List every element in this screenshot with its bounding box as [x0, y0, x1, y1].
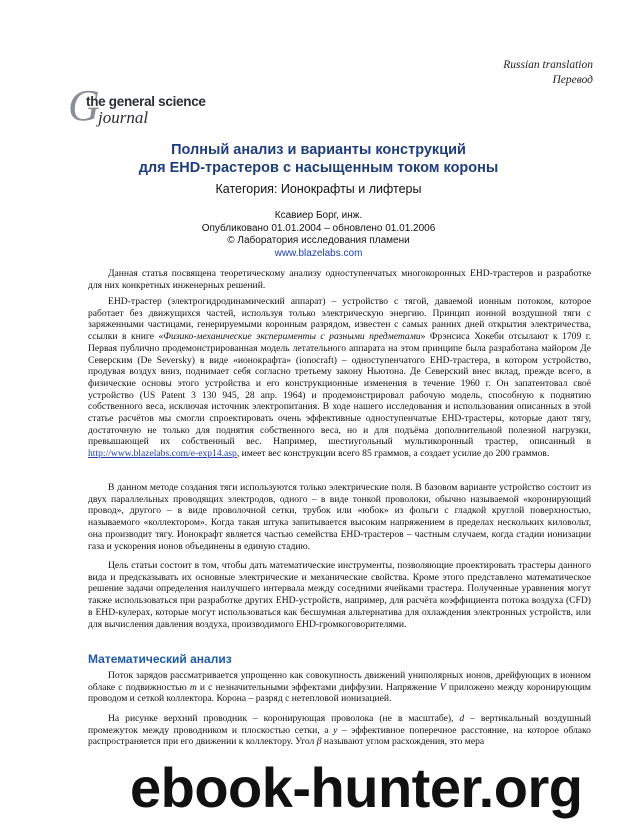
journal-logo [68, 81, 238, 132]
watermark-text: ebook-hunter.org [130, 756, 583, 819]
section-heading-math: Математический анализ [88, 652, 232, 666]
paragraph-intro: Данная статья посвящена теоретическому анализу одноступенчатых многокоронных EHD-трастеров и разработке для них конкретных инженерных решений. [88, 268, 591, 291]
journal-logo-line2: journal [98, 108, 149, 127]
paragraph-charge-flow: Поток зарядов рассматривается упрощенно как совокупность движений униполярных ионов, дрейфующих в ионном облаке с подвижностью m и с незначительными эффектами диффузии. Напряжение V приложено между коронирующим проводом и сеткой коллектора. Корона – разряд с нетепловой ионизацией. [88, 670, 591, 705]
paragraph-method: В данном методе создания тяги используются только электрические поля. В базовом варианте устройство состоит из двух параллельных проводящих электродов, одного – в виде тонкой проволоки, обычно называемой «коронирующий провод», другого – в виде проволочной сетки, трубок или «юбок» из фольги с гладкой круглой поверхностью, называемого «коллектором». Когда такая штука запитывается высоким напряжением в пределах нескольких киловольт, она производит тягу. Ионокрафт является частью семейства EHD-трастеров – частным случаем, когда стадии ионизации газа и ускорения ионов объединены в единую стадию. [88, 482, 591, 552]
author-name: Ксавиер Борг, инж. [274, 210, 363, 221]
author-organization: © Лаборатория исследования пламени [227, 235, 410, 246]
paragraph-ehd-history: EHD-трастер (электрогидродинамический аппарат) – устройство с тягой, даваемой ионным потоком, которое работает без движущихся частей, используя только электрическую энергию. Принцип ионной воздушной тяги с заряженными частицами, генерируемыми коронным разрядом, известен с самых ранних дней открытия электричества, ссылки в книге «Физико-механические эксперименты с разными предметами» Фрэнсиса Хокеби отсылают к 1709 г. Первая публично продемонстрированная модель летательного аппарата на этом принципе была разработана майором Де Северским (De Seversky) в виде «ионокрафта» (ionocraft) – одноступенчатого EHD-трастера, в котором устройство, продувая воздух вниз, поднимает себя согласно третьему закону Ньютона. Де Северский внес вклад, прежде всего, в физические основы этого устройства и его конструкционные изменения в течение 1960 г. Он запатентовал своё устройство (US Patent 3 130 945, 28 апр. 1964) и продемонстрировал рабочую модель, способную к поднятию собственного веса, исключая источник электропитания. В ходе нашего исследования и использования описанных в этой статье расчётов мы смогли спроектировать очень эффективные одноступенчатые EHD-трастеры, которые дают тягу, достаточную не только для поднятия собственного веса, но и для подъёма дополнительной полезной нагрузки, превышающей их собственный вес. Например, шестиугольный мультикоронный трастер, описанный в http://www.blazelabs.com/e-exp14.asp, имеет вес конструкции всего 85 граммов, а создает усилие до 200 граммов. [88, 296, 591, 460]
hexagonal-thruster-link[interactable]: http://www.blazelabs.com/e-exp14.asp [88, 448, 237, 460]
article-title-line1: Полный анализ и варианты конструкций [171, 142, 466, 158]
translation-note-en: Russian translation [503, 59, 593, 71]
article-category: Категория: Ионокрафты и лифтеры [215, 182, 422, 196]
journal-logo-line1: the general science [86, 94, 206, 109]
journal-logo-mark: G [68, 81, 100, 130]
translation-note [503, 58, 593, 88]
paragraph-figure-description: На рисунке верхний проводник – коронирующая проволока (не в масштабе), d – вертикальный воздушный промежуток между проводником и плоскостью сетки, а y – эффективное поперечное расстояние, на которое облако распространяется при его движении к коллектору. Угол β называют углом расхождения, это мера [88, 713, 591, 748]
author-block [0, 210, 637, 260]
book-title: Физико-механические эксперименты с разными предметами [163, 331, 421, 343]
article-title-line2: для EHD-трастеров с насыщенным током короны [138, 160, 499, 176]
translation-note-ru: Перевод [552, 74, 593, 86]
author-website-link[interactable]: www.blazelabs.com [274, 247, 363, 259]
paragraph-goal: Цель статьи состоит в том, чтобы дать математические инструменты, позволяющие проектировать трастеры данного вида и предсказывать их основные электрические и механические свойства. Кроме этого представлено математическое решение задачи определения наилучшего интервала между соседними ячейками трастера. Полученные уравнения могут также использоваться при разработке других EHD-устройств, например, для расчёта коэффициента потока воздуха (CFD) в EHD-кулерах, которые могут использоваться как бесшумная альтернатива для охлаждения электронных устройств, или для вычисления давления воздуха, производимого EHD-громкоговорителями. [88, 560, 591, 630]
publication-dates: Опубликовано 01.01.2004 – обновлено 01.01.2006 [201, 222, 436, 234]
